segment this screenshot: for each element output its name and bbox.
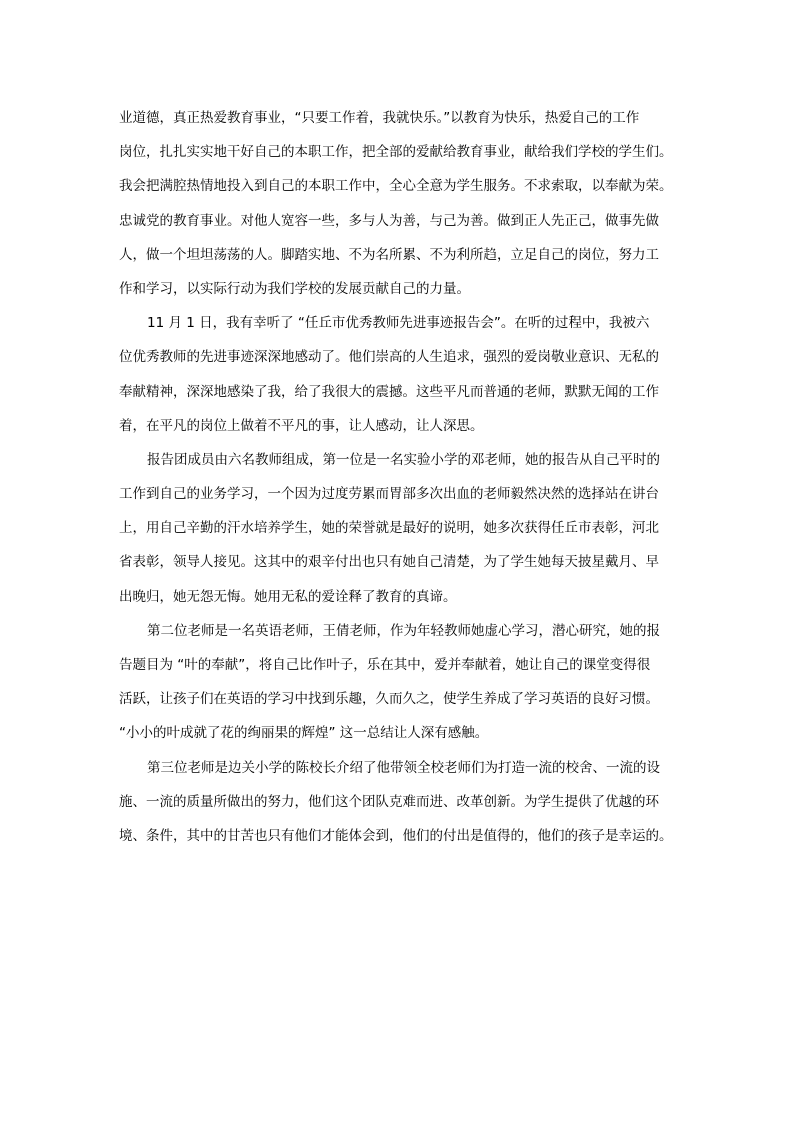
text-line: 工作到自己的业务学习，一个因为过度劳累而胃部多次出血的老师毅然决然的选择站在讲台 — [119, 486, 659, 503]
paragraph-first-line: 11 月 1 日，我有幸听了 “任丘市优秀教师先进事迹报告会”。在听的过程中，我被六 — [147, 315, 650, 332]
text-line: 施、一流的质量所做出的努力，他们这个团队克难而进、改革创新。为学生提供了优越的环 — [119, 793, 659, 810]
body-text — [119, 101, 693, 853]
text-line: 上，用自己辛勤的汗水培养学生，她的荣誉就是最好的说明，她多次获得任丘市表彰，河北 — [119, 520, 659, 537]
paragraph-first-line: 第二位老师是一名英语老师，王倩老师，作为年轻教师她虚心学习，潜心研究，她的报 — [147, 622, 660, 639]
text-line: 我会把满腔热情地投入到自己的本职工作中，全心全意为学生服务。不求索取，以奉献为荣。 — [119, 178, 673, 195]
text-line: 业道德，真正热爱教育事业，“只要工作着，我就快乐。”以教育为快乐，热爱自己的工作 — [119, 110, 640, 126]
text-line: 告题目为 “叶的奉献”，将自己比作叶子，乐在其中，爱并奉献着，她让自己的课堂变得很 — [119, 657, 651, 673]
text-line: 境、条件，其中的甘苦也只有他们才能体会到，他们的付出是值得的，他们的孩子是幸运的。 — [119, 827, 673, 844]
text-line: 奉献精神，深深地感染了我，给了我很大的震撼。这些平凡而普通的老师，默默无闻的工作 — [119, 383, 659, 400]
text-line: 着，在平凡的岗位上做着不平凡的事，让人感动，让人深思。 — [119, 417, 484, 434]
text-line: 位优秀教师的先进事迹深深地感动了。他们崇高的人生追求，强烈的爱岗敬业意识、无私的 — [119, 349, 659, 366]
text-line: 省表彰，领导人接见。这其中的艰辛付出也只有她自己清楚，为了学生她每天披星戴月、早 — [119, 554, 659, 571]
text-line: 人，做一个坦坦荡荡的人。脚踏实地、不为名所累、不为利所趋，立足自己的岗位，努力工 — [119, 246, 659, 263]
paragraph-first-line: 第三位老师是边关小学的陈校长介绍了他带领全校老师们为打造一流的校舍、一流的设 — [147, 759, 660, 776]
text-line: “小小的叶成就了花的绚丽果的辉煌” 这一总结让人深有感触。 — [119, 725, 489, 742]
text-line: 活跃，让孩子们在英语的学习中找到乐趣，久而久之，使学生养成了学习英语的良好习惯。 — [119, 691, 659, 708]
text-line: 出晚归，她无怨无悔。她用无私的爱诠释了教育的真谛。 — [119, 588, 457, 605]
paragraph-first-line: 报告团成员由六名教师组成，第一位是一名实验小学的邓老师，她的报告从自己平时的 — [147, 451, 660, 468]
text-line: 作和学习，以实际行动为我们学校的发展贡献自己的力量。 — [119, 280, 470, 297]
text-line: 岗位，扎扎实实地干好自己的本职工作，把全部的爱献给教育事业，献给我们学校的学生们。 — [119, 144, 673, 161]
text-line: 忠诚党的教育事业。对他人宽容一些，多与人为善，与己为善。做到正人先正己，做事先做 — [119, 212, 659, 229]
